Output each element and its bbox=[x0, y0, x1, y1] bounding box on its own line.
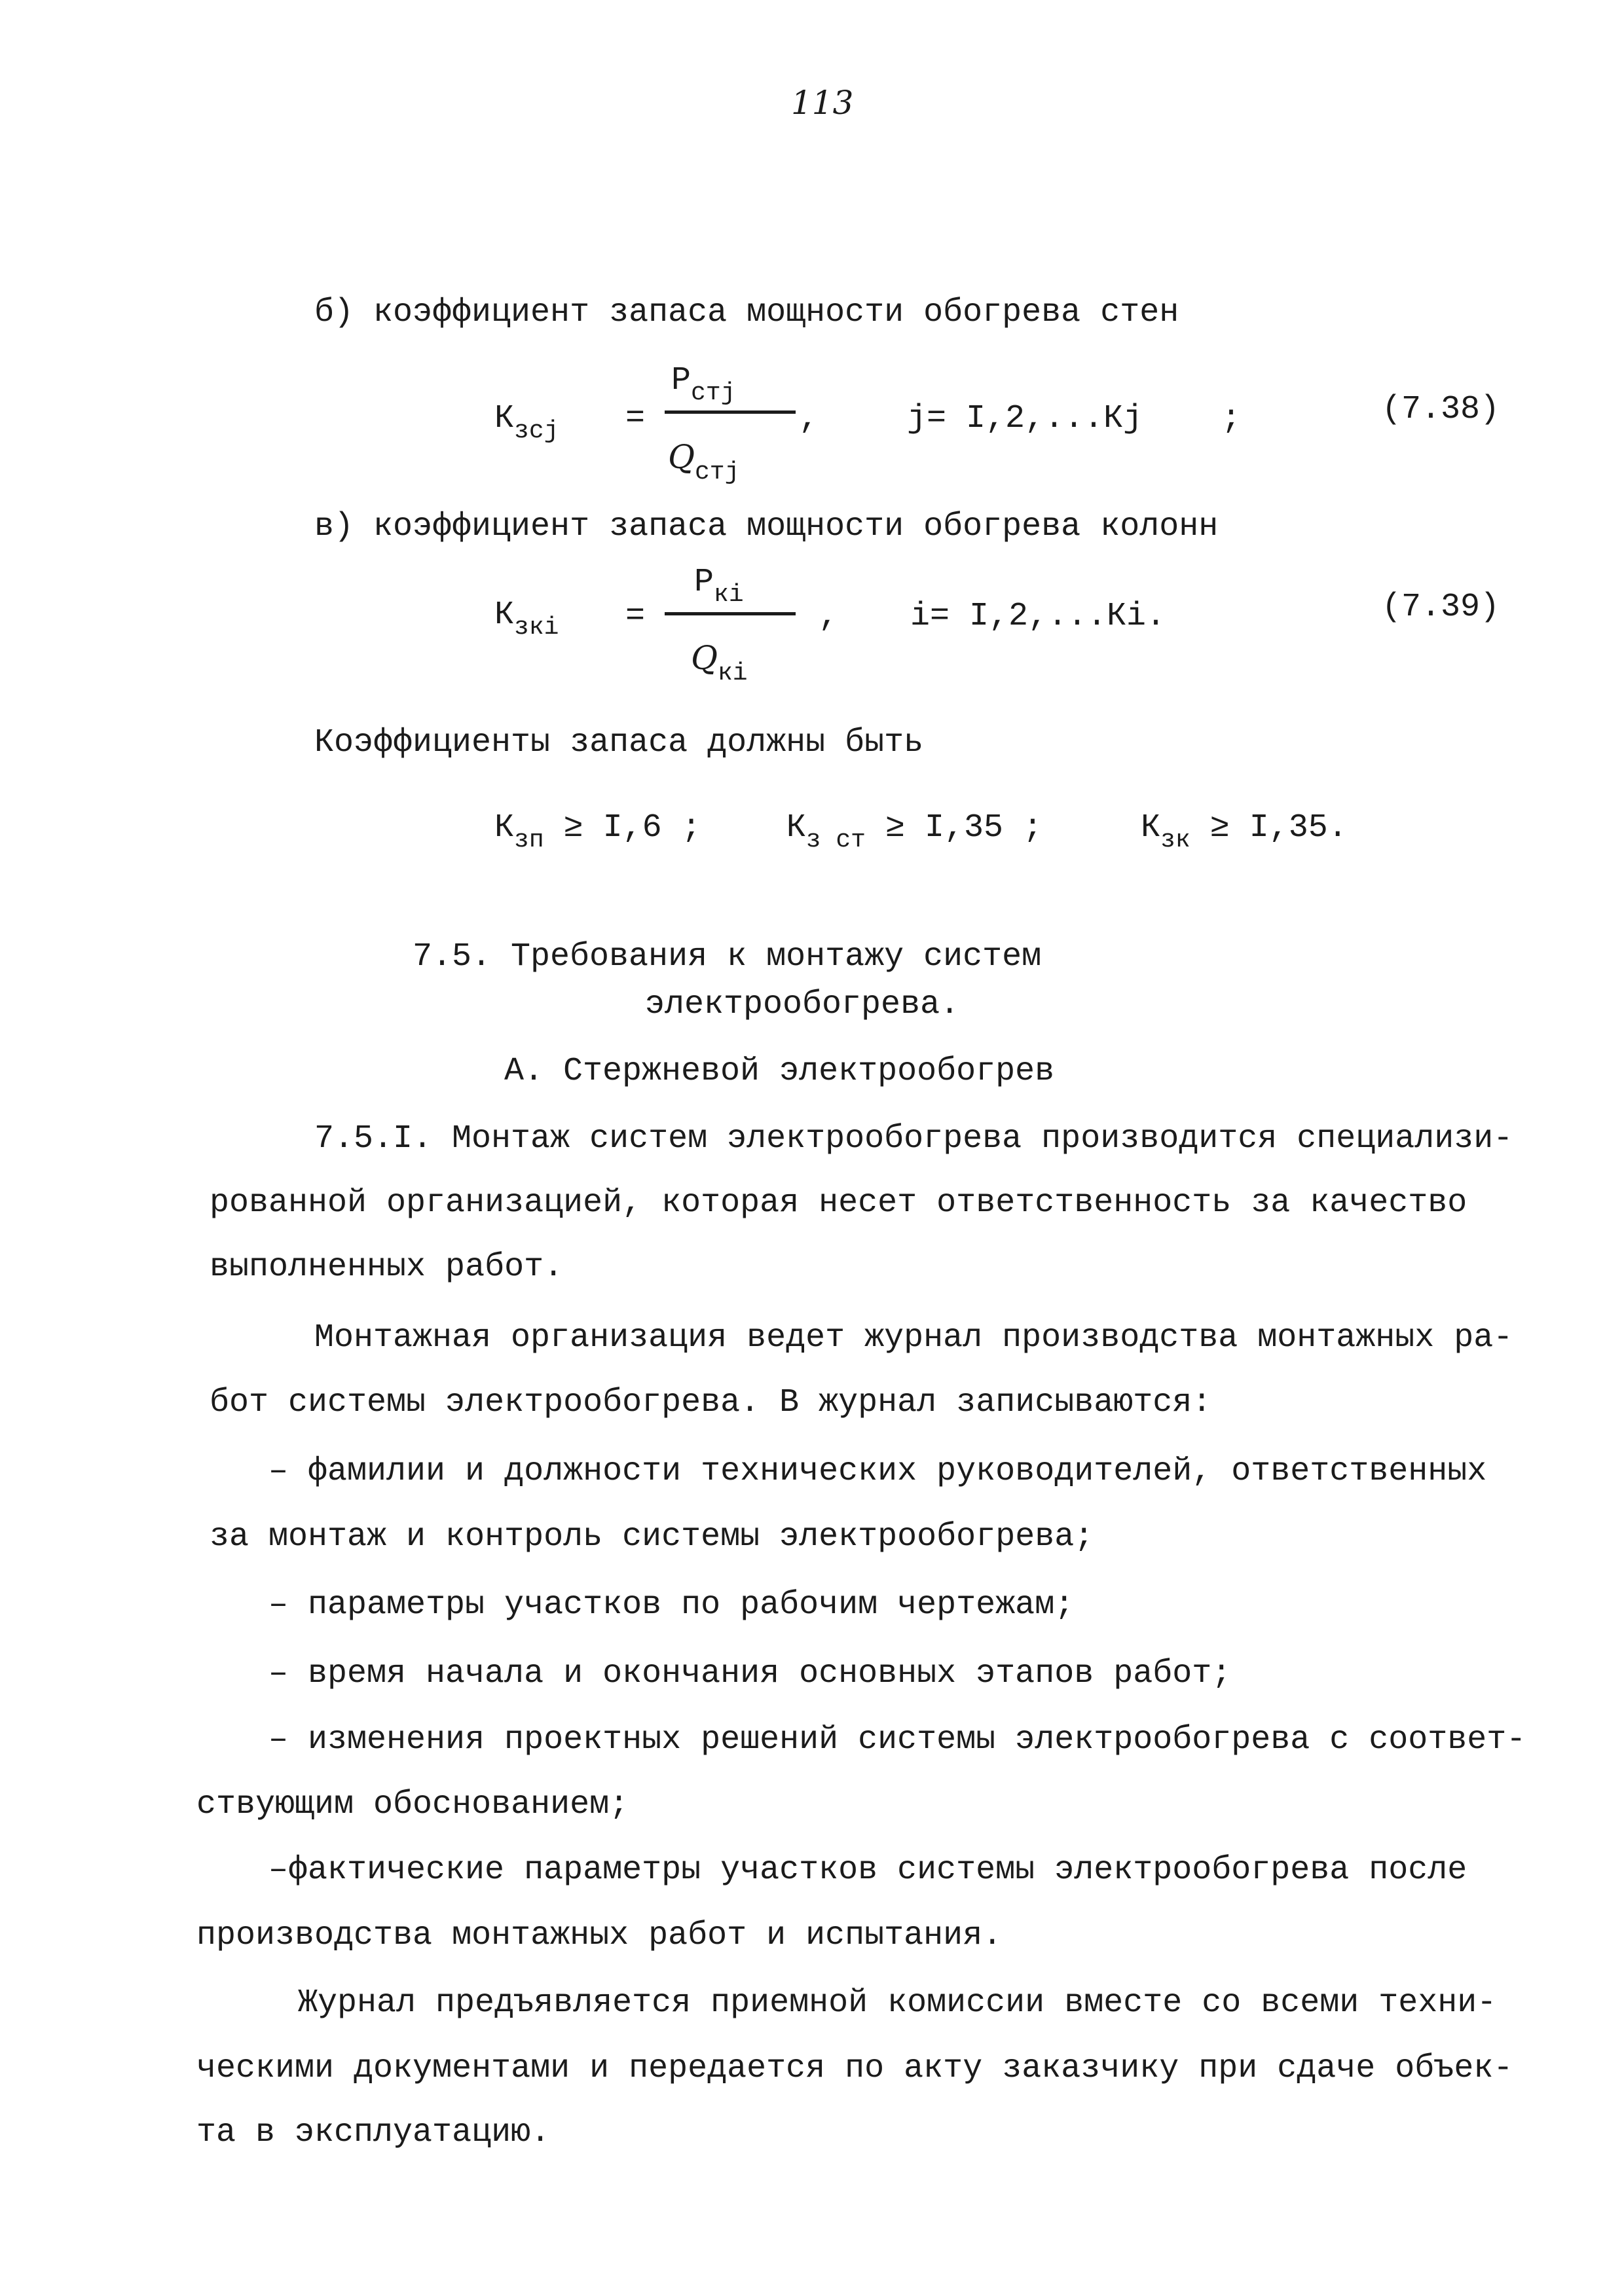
coeff-k2-sub: з ст bbox=[805, 826, 866, 854]
eq39-num-sub: кi bbox=[714, 581, 744, 609]
eq38-comma: , bbox=[799, 400, 819, 437]
coeff-k1: К bbox=[494, 809, 515, 847]
list-item: – параметры участков по рабочим чертежам; bbox=[268, 1586, 1075, 1624]
coeff-k2-value: ≥ I,35 ; bbox=[885, 809, 1043, 847]
paragraph-line: Журнал предъявляется приемной комиссии вместе со всеми техни- bbox=[298, 1984, 1497, 2022]
eq39-lhs bbox=[494, 596, 559, 642]
eq38-number: (7.38) bbox=[1382, 391, 1500, 428]
eq38-fraction-bar bbox=[665, 410, 796, 414]
eq39-den-sub: кi bbox=[718, 659, 748, 687]
coeff-k1-value: ≥ I,6 ; bbox=[563, 809, 701, 847]
coefficients-line bbox=[494, 809, 1348, 854]
paragraph-line: 7.5.I. Монтаж систем электрообогрева производится специализи- bbox=[314, 1120, 1513, 1157]
paragraph-line: выполненных работ. bbox=[210, 1248, 564, 1286]
coeff-k3-value: ≥ I,35. bbox=[1209, 809, 1348, 847]
eq38-semicolon: ; bbox=[1221, 400, 1242, 437]
eq38-lhs bbox=[494, 399, 559, 445]
eq39-number: (7.39) bbox=[1382, 589, 1500, 626]
paragraph-line: производства монтажных работ и испытания. bbox=[196, 1917, 1003, 1954]
item-b-text: б) коэффициент запаса мощности обогрева стен bbox=[314, 294, 1179, 331]
list-item: – фамилии и должности технических руководителей, ответственных bbox=[268, 1453, 1487, 1490]
coefficients-intro: Коэффициенты запаса должны быть bbox=[314, 724, 924, 761]
section-title-line-2: электрообогрева. bbox=[645, 986, 960, 1023]
coeff-k3-sub: зк bbox=[1160, 826, 1190, 854]
eq38-range: j= I,2,...Кj bbox=[907, 400, 1143, 437]
paragraph-line: ствующим обоснованием; bbox=[196, 1786, 629, 1823]
eq39-range: i= I,2,...Кi. bbox=[910, 598, 1166, 635]
eq38-equals: = bbox=[625, 400, 646, 437]
eq39-equals: = bbox=[625, 598, 646, 635]
page-number: 113 bbox=[791, 84, 854, 122]
eq38-den-Q: Q bbox=[668, 438, 695, 476]
coeff-k2: К bbox=[786, 809, 806, 847]
eq38-den-sub: стj bbox=[695, 458, 740, 486]
item-v-text: в) коэффициент запаса мощности обогрева колонн bbox=[314, 508, 1219, 545]
list-item: –фактические параметры участков системы электрообогрева после bbox=[268, 1851, 1467, 1889]
section-title-line-1: 7.5. Требования к монтажу систем bbox=[413, 938, 1042, 975]
eq39-num-P: Р bbox=[694, 564, 714, 601]
paragraph-line: Монтажная организация ведет журнал производства монтажных ра- bbox=[314, 1319, 1513, 1357]
eq39-denominator bbox=[691, 638, 748, 687]
list-item: – время начала и окончания основных этапов работ; bbox=[268, 1655, 1232, 1692]
eq38-denominator bbox=[668, 437, 740, 486]
list-item: – изменения проектных решений системы электрообогрева с соответ- bbox=[268, 1721, 1526, 1758]
paragraph-line: та в эксплуатацию. bbox=[196, 2114, 551, 2151]
eq39-lhs-sub: зкi bbox=[514, 613, 559, 642]
coeff-k1-sub: зп bbox=[514, 826, 544, 854]
paragraph-line: рованной организацией, которая несет ответственность за качество bbox=[210, 1184, 1467, 1222]
eq39-den-Q: Q bbox=[691, 639, 718, 677]
paragraph-line: ческими документами и передается по акту заказчику при сдаче объек- bbox=[196, 2050, 1513, 2087]
eq39-numerator bbox=[694, 563, 744, 609]
eq38-lhs-K: К bbox=[494, 400, 515, 437]
eq39-comma: , bbox=[819, 598, 839, 635]
eq38-numerator bbox=[671, 361, 736, 407]
eq38-num-sub: стj bbox=[691, 379, 736, 407]
eq39-lhs-K: К bbox=[494, 596, 515, 634]
eq38-num-P: Р bbox=[671, 362, 692, 399]
coeff-k3: К bbox=[1141, 809, 1161, 847]
paragraph-line: бот системы электрообогрева. В журнал записываются: bbox=[210, 1384, 1212, 1421]
subsection-heading: А. Стержневой электрообогрев bbox=[504, 1053, 1055, 1090]
paragraph-line: за монтаж и контроль системы электрообогрева; bbox=[210, 1518, 1094, 1556]
eq38-lhs-sub: зсj bbox=[514, 417, 559, 445]
eq39-fraction-bar bbox=[665, 612, 796, 615]
